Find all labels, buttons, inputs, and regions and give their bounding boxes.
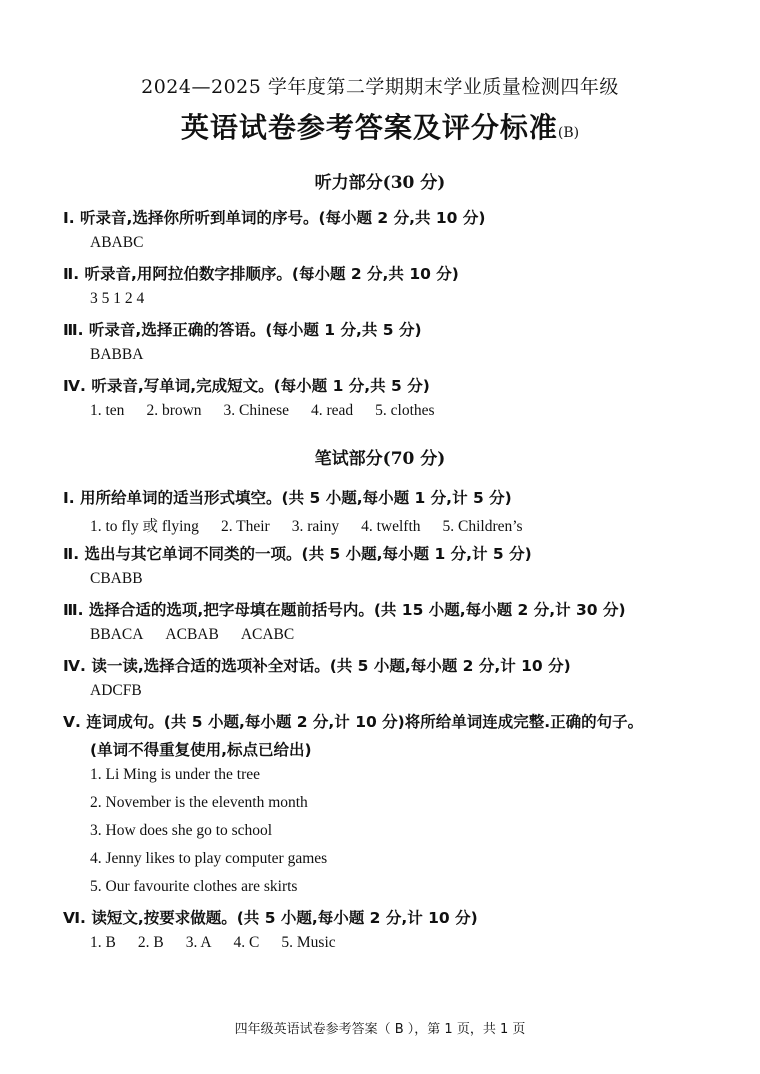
answer-item: 5. Music [281, 934, 336, 951]
answer-item: 3. rainy [291, 518, 340, 535]
answer-item: 4. C [233, 934, 260, 951]
writing-q1-label: Ⅰ. 用所给单词的适当形式填空。(共 5 小题,每小题 1 分,计 5 分) [63, 489, 512, 507]
listening-q4-answers [90, 402, 435, 420]
writing-section-title: 笔试部分(70 分) [314, 449, 446, 469]
answer-group: BBACA [90, 626, 144, 643]
writing-q5-note: (单词不得重复使用,标点已给出) [90, 741, 312, 759]
writing-q5-answer-1: 1. Li Ming is under the tree [90, 766, 261, 783]
answer-item: 2. Their [220, 518, 270, 535]
answer-item: 4. read [310, 402, 354, 419]
listening-q2-answer: 3 5 1 2 4 [90, 290, 145, 307]
page-footer: 四年级英语试卷参考答案（ B ），第 1 页，共 1 页 [234, 1022, 526, 1037]
writing-q4-label: Ⅳ. 读一读,选择合适的选项补全对话。(共 5 小题,每小题 2 分,计 10 分) [63, 657, 571, 675]
writing-q3-label: Ⅲ. 选择合适的选项,把字母填在题前括号内。(共 15 小题,每小题 2 分,计 30 分) [63, 601, 626, 619]
writing-q2-label: Ⅱ. 选出与其它单词不同类的一项。(共 5 小题,每小题 1 分,计 5 分) [63, 545, 532, 563]
listening-q1-answer: ABABC [90, 234, 144, 251]
answer-item: 1. ten [90, 402, 125, 419]
writing-q3-answers [90, 626, 294, 644]
answer-item: 4. twelfth [361, 518, 421, 535]
answer-item: 5. clothes [375, 402, 435, 419]
listening-q1-label: Ⅰ. 听录音,选择你所听到单词的序号。(每小题 2 分,共 10 分) [63, 209, 486, 227]
exam-term-title: 2024—2025 学年度第二学期期末学业质量检测四年级 [141, 76, 619, 98]
writing-q2-answer: CBABB [90, 570, 143, 587]
writing-q1-answers [90, 514, 523, 536]
answer-item: 3. Chinese [223, 402, 289, 419]
writing-q6-answers [90, 934, 336, 952]
writing-q5-answer-3: 3. How does she go to school [90, 822, 273, 839]
document-title [0, 106, 760, 146]
answer-item: 1. to fly 或 flying [90, 518, 199, 535]
answer-item: 2. brown [146, 402, 202, 419]
listening-section-title: 听力部分(30 分) [314, 173, 446, 193]
document-title-text: 英语试卷参考答案及评分标准 [180, 111, 558, 144]
listening-q2-label: Ⅱ. 听录音,用阿拉伯数字排顺序。(每小题 2 分,共 10 分) [63, 265, 459, 283]
listening-q4-label: Ⅳ. 听录音,写单词,完成短文。(每小题 1 分,共 5 分) [63, 377, 430, 395]
writing-q5-answer-2: 2. November is the eleventh month [90, 794, 308, 811]
answer-item: 1. B [90, 934, 116, 951]
answer-item: 5. Children’s [442, 518, 523, 535]
answer-item: 3. A [185, 934, 212, 951]
writing-q5-answer-5: 5. Our favourite clothes are skirts [90, 878, 298, 895]
listening-q3-answer: BABBA [90, 346, 144, 363]
listening-q3-label: Ⅲ. 听录音,选择正确的答语。(每小题 1 分,共 5 分) [63, 321, 422, 339]
writing-q5-label: Ⅴ. 连词成句。(共 5 小题,每小题 2 分,计 10 分)将所给单词连成完整.正确的句子。 [63, 713, 644, 731]
writing-q5-answer-4: 4. Jenny likes to play computer games [90, 850, 328, 867]
answer-item: 2. B [137, 934, 164, 951]
paper-version: (B) [557, 125, 580, 141]
answer-group: ACBAB [165, 626, 219, 643]
writing-q4-answer: ADCFB [90, 682, 142, 699]
answer-group: ACABC [240, 626, 295, 643]
writing-q6-label: Ⅵ. 读短文,按要求做题。(共 5 小题,每小题 2 分,计 10 分) [63, 909, 478, 927]
